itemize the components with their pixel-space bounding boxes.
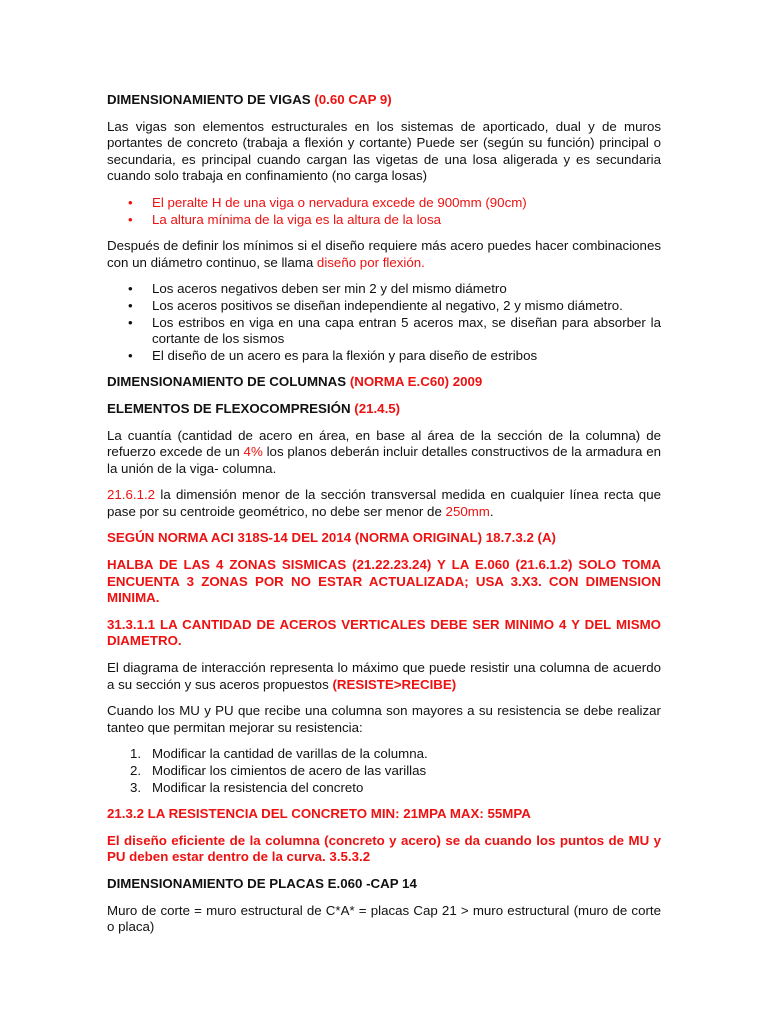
number-marker: 1.	[130, 746, 142, 762]
note-zonas-sismicas: HALBA DE LAS 4 ZONAS SISMICAS (21.22.23.24) Y LA E.060 (21.6.1.2) SOLO TOMA ENCUENTA 3 ZONAS POR NO ESTAR ACTUALIZADA; USA 3.X3. CON DIMENSION MINIMA.	[107, 557, 661, 606]
paragraph-minimos: Después de definir los mínimos si el diseño requiere más acero puedes hacer combinaciones con un diámetro continuo, se llama diseño por flexión.	[107, 238, 661, 270]
heading-placas: DIMENSIONAMIENTO DE PLACAS E.060 -CAP 14	[107, 875, 417, 891]
note-diseno-eficiente: El diseño eficiente de la columna (concreto y acero) se da cuando los puntos de MU y PU deben estar dentro de la curva. 3.5.3.2	[107, 832, 661, 865]
highlight-resiste-recibe: (RESISTE>RECIBE)	[332, 676, 457, 692]
list-item: • El peralte H de una viga o nervadura excede de 900mm (90cm)	[128, 194, 527, 210]
bullet-marker: •	[128, 211, 133, 227]
number-marker: 2.	[130, 763, 142, 778]
number-marker: 3.	[130, 779, 142, 795]
document-body	[107, 92, 661, 946]
bullet-marker: •	[128, 281, 133, 297]
heading-flexocompresion-ref: (21.4.5)	[354, 400, 401, 416]
paragraph-cuantia: La cuantía (cantidad de acero en área, en base al área de la sección de la columna) de refuerzo excede de un 4% los planos deberán incluir detalles constructivos de la armadura en la unión de la viga- columna.	[107, 427, 661, 476]
red-bullet-list	[107, 195, 661, 228]
heading-vigas-ref: (0.60 CAP 9)	[314, 92, 392, 107]
list-item: • Los aceros positivos se diseñan independiente al negativo, 2 y mismo diámetro.	[128, 297, 623, 313]
paragraph-vigas-intro: Las vigas son elementos estructurales en los sistemas de aporticado, dual y de muros portantes de concreto (trabaja a flexión y cortante) Puede ser (según su función) principal o secundaria, es principal cuando cargan las vigetas de una losa aligerada y es secundaria cuando solo trabaja en confinamiento (no carga losas)	[107, 118, 661, 184]
highlight-250mm: 250mm	[445, 503, 490, 519]
note-aci-318s: SEGÚN NORMA ACI 318S-14 DEL 2014 (NORMA ORIGINAL) 18.7.3.2 (A)	[107, 530, 556, 546]
list-item: 3. Modificar la resistencia del concreto	[130, 779, 364, 795]
bullet-marker: •	[128, 347, 133, 363]
paragraph-muro-corte: Muro de corte = muro estructural de C*A* = placas Cap 21 > muro estructural (muro de corte o placa)	[107, 902, 661, 935]
paragraph-dimension-menor: 21.6.1.2 la dimensión menor de la sección transversal medida en cualquier línea recta que pase por su centroide geométrico, no debe ser menor de 250mm.	[107, 487, 661, 519]
list-item: • El diseño de un acero es para la flexión y para diseño de estribos	[128, 347, 538, 363]
list-item: • La altura mínima de la viga es la altura de la losa	[128, 211, 441, 227]
highlight-diseno-flexion: diseño por flexión.	[316, 254, 425, 270]
highlight-21-6-1-2: 21.6.1.2	[107, 487, 156, 503]
list-item: • Los aceros negativos deben ser min 2 y del mismo diámetro	[128, 281, 507, 297]
bullet-list	[107, 281, 661, 364]
note-aceros-verticales: 31.3.1.1 LA CANTIDAD DE ACEROS VERTICALES DEBE SER MINIMO 4 Y DEL MISMO DIAMETRO.	[107, 616, 661, 649]
list-item: 2. Modificar los cimientos de acero de las varillas	[130, 763, 427, 778]
list-item: 1. Modificar la cantidad de varillas de la columna.	[130, 746, 428, 762]
heading-flexocompresion: ELEMENTOS DE FLEXOCOMPRESIÓN (21.4.5)	[107, 400, 401, 416]
bullet-marker: •	[128, 194, 133, 210]
note-resistencia-concreto: 21.3.2 LA RESISTENCIA DEL CONCRETO MIN: 21MPA MAX: 55MPA	[107, 806, 531, 822]
list-item: • Los estribos en viga en una capa entran 5 aceros max, se diseñan para absorber la cortante de los sismos	[128, 314, 661, 347]
bullet-marker: •	[128, 314, 133, 330]
heading-columnas-ref: (NORMA E.C60) 2009	[349, 374, 483, 390]
paragraph-mu-pu: Cuando los MU y PU que recibe una columna son mayores a su resistencia se debe realizar tanteo que permitan mejorar su resistencia:	[107, 703, 661, 735]
highlight-4-percent: 4%	[243, 444, 263, 460]
numbered-list	[107, 746, 661, 796]
heading-vigas: DIMENSIONAMIENTO DE VIGAS (0.60 CAP 9)	[107, 92, 392, 107]
paragraph-diagrama-interaccion: El diagrama de interacción representa lo máximo que puede resistir una columna de acuerdo a su sección y sus aceros propuestos (RESISTE>RECIBE)	[107, 660, 661, 692]
bullet-marker: •	[128, 297, 133, 313]
heading-columnas: DIMENSIONAMIENTO DE COLUMNAS (NORMA E.C60) 2009	[107, 374, 483, 390]
